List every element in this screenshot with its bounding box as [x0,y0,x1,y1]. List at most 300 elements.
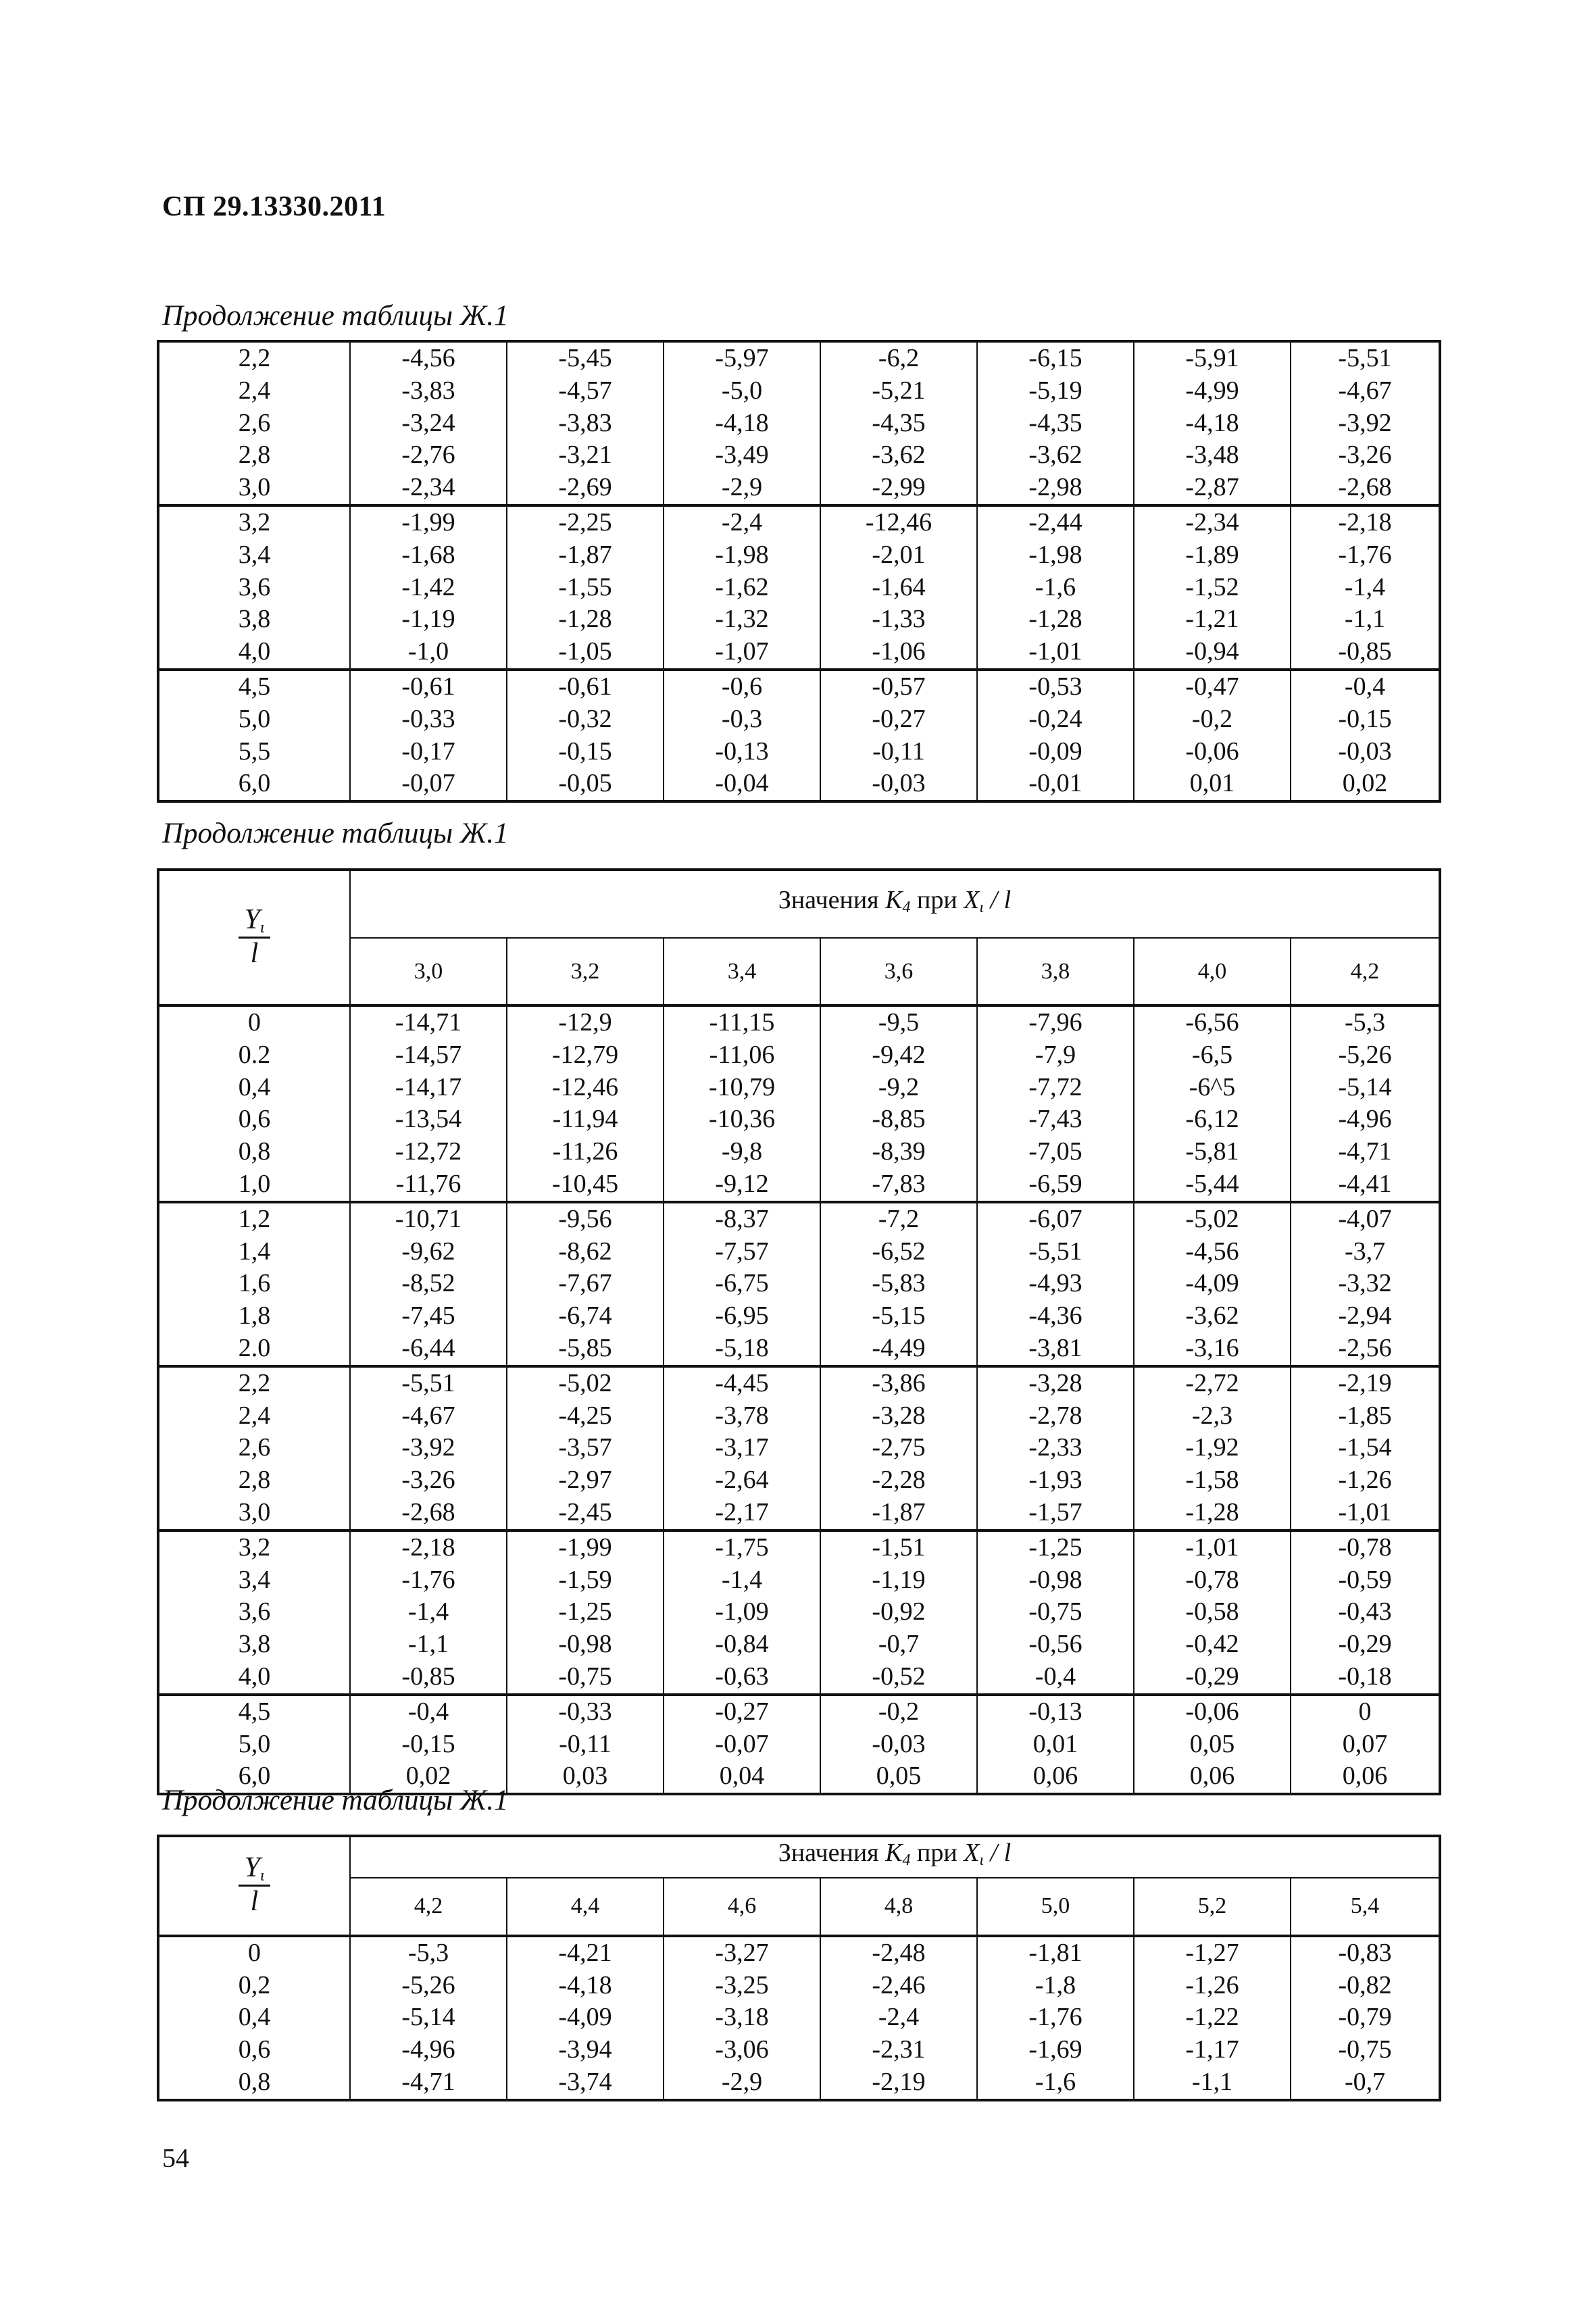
value-cell: -6,15 [977,341,1134,375]
row-label-cell: 0 [158,1005,350,1039]
value-cell: 0,06 [1291,1760,1440,1794]
value-cell: -5,97 [664,341,820,375]
value-cell: -0,92 [820,1596,977,1628]
value-cell: -0,2 [1134,703,1291,736]
value-cell: -3,17 [664,1432,820,1464]
table-row [158,341,1440,375]
value-cell: -1,22 [1134,2001,1291,2034]
value-cell: -10,71 [350,1202,507,1236]
row-label-cell: 0,4 [158,2001,350,2034]
value-cell: -1,6 [977,2066,1134,2100]
row-label-cell: 2.0 [158,1333,350,1366]
value-cell: -1,26 [1134,1970,1291,2002]
value-cell: -2,44 [977,505,1134,539]
column-header: 3,2 [507,938,664,1005]
table-row [158,2001,1440,2034]
column-header: 4,6 [664,1878,820,1936]
row-axis-header [158,870,350,1005]
value-cell: -5,26 [350,1970,507,2002]
value-cell: -2,34 [350,472,507,505]
value-cell: -5,15 [820,1300,977,1333]
value-cell: -1,4 [664,1564,820,1597]
value-cell: -4,57 [507,375,664,407]
value-cell: -1,87 [507,539,664,572]
value-cell: -5,51 [350,1366,507,1400]
table-row [158,703,1440,736]
value-cell: -9,56 [507,1202,664,1236]
row-label-cell: 3,6 [158,1596,350,1628]
value-cell: -9,8 [664,1136,820,1168]
table-row [158,1005,1440,1039]
value-cell: -4,35 [820,407,977,440]
value-cell: -1,62 [664,572,820,604]
table-row [158,1564,1440,1597]
value-cell: -0,13 [664,736,820,768]
table-row [158,1366,1440,1400]
row-label-cell: 1,2 [158,1202,350,1236]
value-cell: -2,4 [664,505,820,539]
value-cell: -1,99 [350,505,507,539]
value-cell: -3,92 [350,1432,507,1464]
value-cell: -0,24 [977,703,1134,736]
row-label-cell: 2,4 [158,1400,350,1433]
value-cell: -0,61 [507,670,664,703]
value-cell: -13,54 [350,1103,507,1136]
column-header: 3,6 [820,938,977,1005]
value-cell: -0,4 [1291,670,1440,703]
value-cell: -2,19 [1291,1366,1440,1400]
value-cell: -5,51 [1291,341,1440,375]
value-cell: 0,06 [1134,1760,1291,1794]
value-cell: -4,09 [1134,1268,1291,1300]
value-cell: -4,67 [350,1400,507,1433]
value-cell: -2,28 [820,1464,977,1497]
value-cell: -0,58 [1134,1596,1291,1628]
value-cell: -6,59 [977,1168,1134,1202]
column-header: 4,0 [1134,938,1291,1005]
value-cell: -0,63 [664,1661,820,1695]
table-row [158,1628,1440,1661]
column-header: 4,2 [350,1878,507,1936]
row-label-cell: 2,2 [158,341,350,375]
value-cell: -6,74 [507,1300,664,1333]
value-cell: -1,89 [1134,539,1291,572]
value-cell: -5,19 [977,375,1134,407]
table-row [158,603,1440,636]
value-cell: -1,19 [350,603,507,636]
data-table-3 [157,1835,1441,2101]
value-cell: -0,29 [1291,1628,1440,1661]
value-cell: -1,98 [664,539,820,572]
value-cell: -2,01 [820,539,977,572]
table-row [158,1432,1440,1464]
value-cell: -2,97 [507,1464,664,1497]
value-cell: -0,18 [1291,1661,1440,1695]
value-cell: -5,91 [1134,341,1291,375]
table-row [158,1039,1440,1072]
value-cell: -1,75 [664,1530,820,1564]
value-cell: -5,14 [350,2001,507,2034]
row-label-cell: 3,2 [158,505,350,539]
table-row [158,1497,1440,1530]
value-cell: -2,56 [1291,1333,1440,1366]
value-cell: -5,02 [507,1366,664,1400]
value-cell: -2,4 [820,2001,977,2034]
value-cell: -0,83 [1291,1936,1440,1970]
value-cell: -0,2 [820,1695,977,1728]
value-cell: -2,18 [350,1530,507,1564]
row-label-cell: 0 [158,1936,350,1970]
value-cell: -3,62 [977,439,1134,472]
value-cell: -2,9 [664,472,820,505]
table-row [158,2034,1440,2066]
row-label-cell: 0,6 [158,2034,350,2066]
row-label-cell: 5,0 [158,703,350,736]
value-cell: -0,09 [977,736,1134,768]
value-cell: -14,17 [350,1072,507,1104]
row-label-cell: 2,6 [158,407,350,440]
value-cell: -7,57 [664,1236,820,1268]
value-cell: -6,5 [1134,1039,1291,1072]
value-cell: -12,9 [507,1005,664,1039]
column-header: 3,4 [664,938,820,1005]
value-cell: -0,04 [664,768,820,801]
value-cell: -1,57 [977,1497,1134,1530]
value-cell: -8,62 [507,1236,664,1268]
column-header: 3,0 [350,938,507,1005]
data-table-1 [157,340,1441,803]
value-cell: -3,32 [1291,1268,1440,1300]
table-row [158,1936,1440,1970]
value-cell: -0,56 [977,1628,1134,1661]
value-cell: 0,05 [820,1760,977,1794]
value-cell: -3,74 [507,2066,664,2100]
value-cell: -0,3 [664,703,820,736]
value-cell: -5,44 [1134,1168,1291,1202]
table-row [158,1464,1440,1497]
row-label-cell: 3,6 [158,572,350,604]
row-group [158,670,1440,801]
value-cell: -6,07 [977,1202,1134,1236]
value-cell: -12,46 [820,505,977,539]
value-cell: 0 [1291,1695,1440,1728]
value-cell: -1,26 [1291,1464,1440,1497]
value-cell: -10,79 [664,1072,820,1104]
value-cell: -1,21 [1134,603,1291,636]
row-label-cell: 0,4 [158,1072,350,1104]
value-cell: -3,62 [1134,1300,1291,1333]
value-cell: -4,71 [1291,1136,1440,1168]
row-group [158,505,1440,670]
value-cell: -1,01 [977,636,1134,670]
value-cell: -6,2 [820,341,977,375]
value-cell: -0,03 [820,1728,977,1761]
value-cell: -3,86 [820,1366,977,1400]
value-cell: -9,62 [350,1236,507,1268]
value-cell: -0,4 [350,1695,507,1728]
value-cell: -3,83 [507,407,664,440]
value-cell: -1,01 [1291,1497,1440,1530]
value-cell: -0,47 [1134,670,1291,703]
value-cell: 0,07 [1291,1728,1440,1761]
value-cell: -3,25 [664,1970,820,2002]
value-cell: -1,87 [820,1497,977,1530]
value-cell: -0,7 [1291,2066,1440,2100]
column-header: 4,8 [820,1878,977,1936]
value-cell: -1,1 [1134,2066,1291,2100]
value-cell: -2,69 [507,472,664,505]
value-cell: -2,98 [977,472,1134,505]
value-cell: -14,57 [350,1039,507,1072]
table-row [158,1268,1440,1300]
table-row [158,1400,1440,1433]
value-cell: -3,26 [1291,439,1440,472]
value-cell: -1,55 [507,572,664,604]
value-cell: -0,98 [977,1564,1134,1597]
value-cell: -0,57 [820,670,977,703]
row-label-cell: 5,0 [158,1728,350,1761]
row-label-cell: 2,2 [158,1366,350,1400]
value-cell: -0,11 [507,1728,664,1761]
value-cell: -6,52 [820,1236,977,1268]
value-cell: -0,03 [820,768,977,801]
value-cell: -7,2 [820,1202,977,1236]
row-label-cell: 4,5 [158,1695,350,1728]
value-cell: -10,45 [507,1168,664,1202]
table-row [158,1168,1440,1202]
row-group [158,1936,1440,2100]
row-label-cell: 0,2 [158,1970,350,2002]
table-row [158,636,1440,670]
value-cell: -1,54 [1291,1432,1440,1464]
value-cell: -1,05 [507,636,664,670]
row-group [158,1202,1440,1366]
value-cell: -5,85 [507,1333,664,1366]
value-cell: -4,35 [977,407,1134,440]
value-cell: -2,19 [820,2066,977,2100]
value-cell: -1,28 [977,603,1134,636]
value-cell: -2,34 [1134,505,1291,539]
value-cell: -5,14 [1291,1072,1440,1104]
value-cell: -0,7 [820,1628,977,1661]
data-table-2 [157,868,1441,1795]
value-cell: -2,25 [507,505,664,539]
value-cell: -4,45 [664,1366,820,1400]
row-label-cell: 2,8 [158,1464,350,1497]
value-cell: -1,4 [350,1596,507,1628]
document-code: СП 29.13330.2011 [162,191,386,222]
value-cell: -7,45 [350,1300,507,1333]
row-axis-header [158,1836,350,1936]
value-cell: -1,98 [977,539,1134,572]
value-cell: -2,17 [664,1497,820,1530]
value-cell: -3,28 [977,1366,1134,1400]
table-row [158,1136,1440,1168]
value-cell: -8,37 [664,1202,820,1236]
value-cell: -1,28 [1134,1497,1291,1530]
value-cell: -3,26 [350,1464,507,1497]
value-cell: -0,32 [507,703,664,736]
row-label-cell: 1,8 [158,1300,350,1333]
value-cell: -2,75 [820,1432,977,1464]
value-cell: -0,06 [1134,736,1291,768]
value-cell: -1,27 [1134,1936,1291,1970]
k4-values-header: Значения K4 при Xι / l [350,870,1440,938]
value-cell: -0,15 [350,1728,507,1761]
value-cell: -7,96 [977,1005,1134,1039]
value-cell: -2,18 [1291,505,1440,539]
value-cell: -4,67 [1291,375,1440,407]
value-cell: -2,33 [977,1432,1134,1464]
value-cell: 0,02 [1291,768,1440,801]
value-cell: -4,93 [977,1268,1134,1300]
row-group [158,341,1440,505]
value-cell: -2,31 [820,2034,977,2066]
value-cell: -1,76 [977,2001,1134,2034]
value-cell: -1,07 [664,636,820,670]
value-cell: -3,06 [664,2034,820,2066]
value-cell: -2,76 [350,439,507,472]
value-cell: -0,33 [350,703,507,736]
row-label-cell: 6,0 [158,768,350,801]
table-row [158,1596,1440,1628]
value-cell: -2,64 [664,1464,820,1497]
row-label-cell: 3,0 [158,472,350,505]
value-cell: -2,68 [1291,472,1440,505]
value-cell: -4,56 [350,341,507,375]
value-cell: -1,19 [820,1564,977,1597]
table-row [158,1236,1440,1268]
row-label-cell: 4,5 [158,670,350,703]
value-cell: -8,52 [350,1268,507,1300]
value-cell: -1,93 [977,1464,1134,1497]
table-row [158,1695,1440,1728]
value-cell: -0,05 [507,768,664,801]
value-cell: -4,49 [820,1333,977,1366]
value-cell: -3,49 [664,439,820,472]
value-cell: -0,01 [977,768,1134,801]
value-cell: -0,6 [664,670,820,703]
value-cell: -7,05 [977,1136,1134,1168]
value-cell: -4,18 [507,1970,664,2002]
value-cell: -7,43 [977,1103,1134,1136]
value-cell: -0,79 [1291,2001,1440,2034]
value-cell: -4,99 [1134,375,1291,407]
row-label-cell: 2,6 [158,1432,350,1464]
row-group [158,1005,1440,1202]
value-cell: -3,57 [507,1432,664,1464]
value-cell: -0,17 [350,736,507,768]
value-cell: -1,25 [507,1596,664,1628]
row-group [158,1366,1440,1530]
value-cell: -0,61 [350,670,507,703]
value-cell: -2,94 [1291,1300,1440,1333]
value-cell: -0,85 [1291,636,1440,670]
value-cell: -3,48 [1134,439,1291,472]
table-row [158,670,1440,703]
table-caption-1: Продолжение таблицы Ж.1 [162,300,509,332]
value-cell: -0,75 [977,1596,1134,1628]
value-cell: -1,6 [977,572,1134,604]
value-cell: -4,71 [350,2066,507,2100]
table-row [158,1072,1440,1104]
value-cell: -6,75 [664,1268,820,1300]
row-label-cell: 3,0 [158,1497,350,1530]
value-cell: 0,02 [350,1760,507,1794]
value-cell: -9,5 [820,1005,977,1039]
value-cell: -1,8 [977,1970,1134,2002]
value-cell: -0,78 [1134,1564,1291,1597]
value-cell: -2,46 [820,1970,977,2002]
value-cell: -0,27 [664,1695,820,1728]
value-cell: -9,12 [664,1168,820,1202]
value-cell: -3,62 [820,439,977,472]
value-cell: -0,78 [1291,1530,1440,1564]
value-cell: -1,59 [507,1564,664,1597]
value-cell: 0,01 [977,1728,1134,1761]
y-over-l-fraction: $\frac{Y\iota}{l}$ [239,905,270,968]
value-cell: -4,36 [977,1300,1134,1333]
value-cell: -1,0 [350,636,507,670]
table-row [158,1530,1440,1564]
value-cell: -14,71 [350,1005,507,1039]
column-header: 5,4 [1291,1878,1440,1936]
value-cell: -1,51 [820,1530,977,1564]
value-cell: -8,85 [820,1103,977,1136]
value-cell: -0,07 [664,1728,820,1761]
value-cell: -5,3 [350,1936,507,1970]
value-cell: -0,42 [1134,1628,1291,1661]
value-cell: -0,59 [1291,1564,1440,1597]
row-label-cell: 1,6 [158,1268,350,1300]
value-cell: -5,83 [820,1268,977,1300]
k4-values-header: Значения K4 при Xι / l [350,1836,1440,1878]
value-cell: -11,06 [664,1039,820,1072]
value-cell: -7,72 [977,1072,1134,1104]
value-cell: -2,78 [977,1400,1134,1433]
page-number: 54 [162,2143,189,2173]
value-cell: -3,92 [1291,407,1440,440]
row-label-cell: 1,4 [158,1236,350,1268]
table-row [158,572,1440,604]
value-cell: -0,06 [1134,1695,1291,1728]
value-cell: -3,18 [664,2001,820,2034]
value-cell: -3,83 [350,375,507,407]
value-cell: -1,85 [1291,1400,1440,1433]
column-header: 4,4 [507,1878,664,1936]
row-label-cell: 0,6 [158,1103,350,1136]
value-cell: -0,15 [1291,703,1440,736]
value-cell: -2,72 [1134,1366,1291,1400]
value-cell: -0,03 [1291,736,1440,768]
row-label-cell: 4,0 [158,636,350,670]
value-cell: -0,07 [350,768,507,801]
value-cell: -4,07 [1291,1202,1440,1236]
table-row [158,539,1440,572]
row-label-cell: 3,4 [158,1564,350,1597]
value-cell: 0,06 [977,1760,1134,1794]
value-cell: -12,79 [507,1039,664,1072]
value-cell: -7,67 [507,1268,664,1300]
table-row [158,1300,1440,1333]
value-cell: -0,15 [507,736,664,768]
value-cell: -3,7 [1291,1236,1440,1268]
value-cell: -10,36 [664,1103,820,1136]
row-label-cell: 5,5 [158,736,350,768]
row-label-cell: 1,0 [158,1168,350,1202]
value-cell: -1,64 [820,572,977,604]
value-cell: -0,52 [820,1661,977,1695]
